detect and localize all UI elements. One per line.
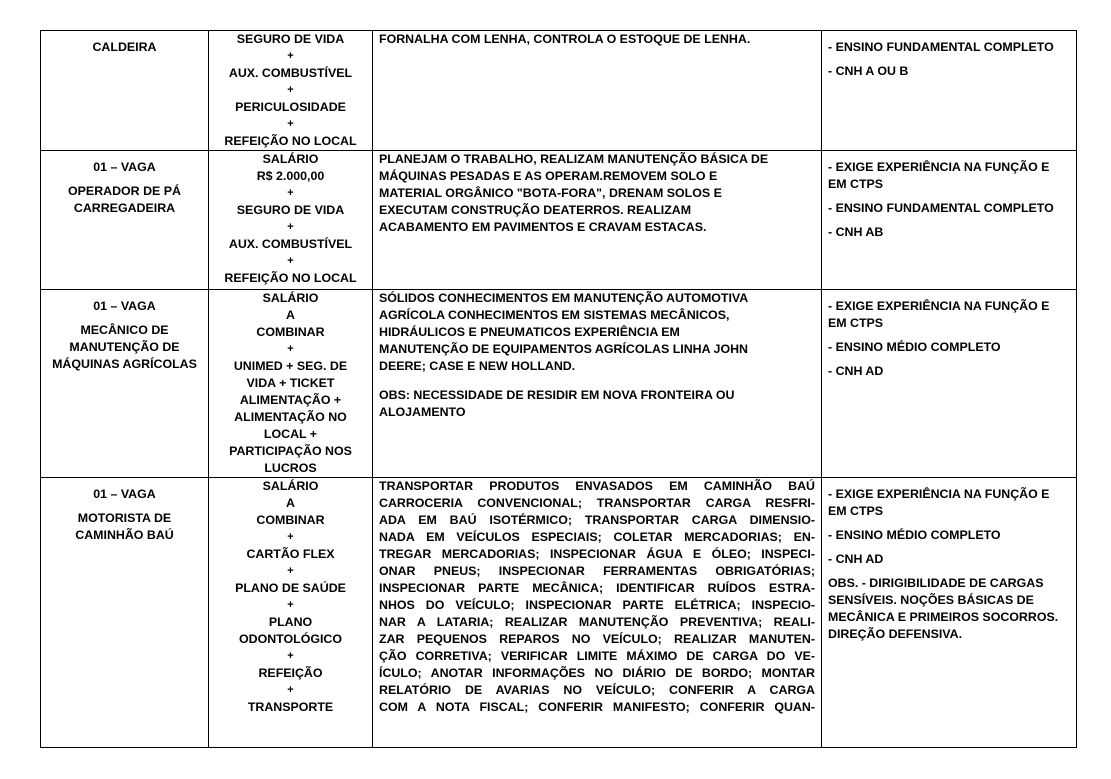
benefit-separator: + — [287, 187, 294, 199]
job-title-line: MECÂNICO DE — [80, 323, 169, 337]
benefit-line: A — [286, 496, 295, 510]
description-line: ACABAMENTO EM PAVIMENTOS E CRAVAM ESTACAS. — [379, 220, 707, 234]
description-line: TREGAR MERCADORIAS; INSPECIONAR ÁGUA E ÓLEO; INSPECI- — [379, 547, 815, 561]
description-cell — [373, 290, 822, 478]
description-cell — [373, 478, 822, 748]
benefit-line: TRANSPORTE — [247, 700, 334, 714]
benefits-cell — [209, 151, 373, 290]
job-title-line: MANUTENÇÃO DE — [69, 340, 180, 354]
table-row — [41, 151, 1077, 290]
benefit-line: LUCROS — [264, 461, 317, 475]
benefit-separator: + — [287, 255, 294, 267]
benefit-separator: + — [287, 650, 294, 662]
requirement-item: - CNH AB — [828, 225, 884, 239]
benefit-separator: + — [287, 531, 294, 543]
requirement-item: - ENSINO MÉDIO COMPLETO — [828, 528, 1001, 542]
benefit-line: COMBINAR — [256, 325, 325, 339]
description-line: ONAR PNEUS; INSPECIONAR FERRAMENTAS OBRIGATÓRIAS; — [379, 564, 815, 578]
requirement-item: - CNH A OU B — [828, 64, 909, 78]
benefit-line: PERICULOSIDADE — [235, 100, 346, 114]
benefit-line: AUX. COMBUSTÍVEL — [228, 66, 353, 80]
benefit-line: REFEIÇÃO — [258, 666, 323, 680]
benefit-line: SEGURO DE VIDA — [236, 203, 345, 217]
job-title-cell — [41, 478, 209, 748]
requirements-cell — [822, 290, 1077, 478]
benefit-line: PLANO DE SAÚDE — [235, 581, 346, 595]
description-line: ÇÃO CORRETIVA; VERIFICAR LIMITE MÁXIMO DE CARGA DO VE- — [379, 649, 815, 663]
benefit-line: PARTICIPAÇÃO NOS — [229, 444, 352, 458]
job-title-cell — [41, 290, 209, 478]
description-line: MATERIAL ORGÂNICO "BOTA-FORA", DRENAM SOLOS E — [379, 186, 722, 200]
job-title-line: MOTORISTA DE — [77, 511, 172, 525]
benefit-separator: + — [287, 84, 294, 96]
description-line: FORNALHA COM LENHA, CONTROLA O ESTOQUE DE LENHA. — [379, 32, 751, 46]
description-line: MANUTENÇÃO DE EQUIPAMENTOS AGRÍCOLAS LINHA JOHN — [379, 342, 748, 356]
requirement-note-line: DIREÇÃO DEFENSIVA. — [828, 627, 963, 641]
description-line: NAR A LATARIA; REALIZAR MANUTENÇÃO PREVENTIVA; REALI- — [379, 615, 815, 629]
description-line: COM A NOTA FISCAL; CONFERIR MANIFESTO; CONFERIR QUAN- — [379, 700, 815, 714]
description-line: INSPECIONAR PARTE MECÂNICA; IDENTIFICAR RUÍDOS ESTRA- — [379, 581, 815, 595]
vacancy-count: 01 – VAGA — [93, 160, 156, 174]
job-vacancies-table — [40, 30, 1077, 748]
description-line: TRANSPORTAR PRODUTOS ENVASADOS EM CAMINHÃO BAÚ — [379, 479, 815, 493]
requirement-item: - ENSINO MÉDIO COMPLETO — [828, 340, 1001, 354]
benefit-separator: + — [287, 343, 294, 355]
benefit-line: ALIMENTAÇÃO + — [239, 393, 342, 407]
benefit-line: A — [286, 308, 295, 322]
benefits-cell — [209, 478, 373, 748]
requirement-note-line: SENSÍVEIS. NOÇÕES BÁSICAS DE — [828, 593, 1034, 607]
benefits-cell — [209, 290, 373, 478]
description-line: AGRÍCOLA CONHECIMENTOS EM SISTEMAS MECÂNICOS, — [379, 308, 730, 322]
description-line: NADA EM VEÍCULOS ESPECIAIS; COLETAR MERCADORIAS; EN- — [379, 530, 815, 544]
requirement-item: - EXIGE EXPERIÊNCIA NA FUNÇÃO E EM CTPS — [828, 487, 1050, 518]
requirement-item: - EXIGE EXPERIÊNCIA NA FUNÇÃO E EM CTPS — [828, 160, 1050, 191]
benefits-cell — [209, 31, 373, 151]
observation-line: OBS: NECESSIDADE DE RESIDIR EM NOVA FRONTEIRA OU — [379, 388, 735, 402]
benefit-line: LOCAL + — [263, 427, 318, 441]
benefit-line: PLANO — [268, 615, 313, 629]
description-line: ÍCULO; ANOTAR INFORMAÇÕES NO DIÁRIO DE BORDO; MONTAR — [379, 666, 815, 680]
requirement-item: - CNH AD — [828, 364, 884, 378]
job-title-line: OPERADOR DE PÁ — [68, 184, 181, 198]
description-line: PLANEJAM O TRABALHO, REALIZAM MANUTENÇÃO BÁSICA DE — [379, 152, 769, 166]
table-row — [41, 31, 1077, 151]
benefit-separator: + — [287, 565, 294, 577]
requirement-item: - EXIGE EXPERIÊNCIA NA FUNÇÃO E EM CTPS — [828, 299, 1050, 330]
job-title-cell — [41, 151, 209, 290]
description-line: MÁQUINAS PESADAS E AS OPERAM.REMOVEM SOLO E — [379, 169, 718, 183]
requirement-item: - ENSINO FUNDAMENTAL COMPLETO — [828, 40, 1054, 54]
description-line: ADA EM BAÚ ISOTÉRMICO; TRANSPORTAR CARGA DIMENSIO- — [379, 513, 815, 527]
requirement-note-line: MECÂNICA E PRIMEIROS SOCORROS. — [828, 610, 1059, 624]
benefit-line: ALIMENTAÇÃO NO — [234, 410, 347, 424]
requirements-cell — [822, 478, 1077, 748]
benefit-line: SALÁRIO — [262, 479, 319, 493]
benefit-line: AUX. COMBUSTÍVEL — [228, 237, 353, 251]
benefit-line: REFEIÇÃO NO LOCAL — [224, 134, 357, 148]
benefit-separator: + — [287, 50, 294, 62]
description-line: NHOS DO VEÍCULO; INSPECIONAR PARTE ELÉTRICA; INSPECIO- — [379, 598, 815, 612]
benefit-line: CARTÃO FLEX — [246, 547, 335, 561]
description-line: CARROCERIA CONVENCIONAL; TRANSPORTAR CARGA RESFRI- — [379, 496, 815, 510]
job-title-cell — [41, 31, 209, 151]
benefit-separator: + — [287, 221, 294, 233]
table-row — [41, 478, 1077, 748]
description-line: HIDRÁULICOS E PNEUMATICOS EXPERIÊNCIA EM — [379, 325, 680, 339]
description-line: ZAR PEQUENOS REPAROS NO VEÍCULO; REALIZAR MANUTEN- — [379, 632, 815, 646]
requirement-note-line: OBS. - DIRIGIBILIDADE DE CARGAS — [828, 576, 1044, 590]
requirement-item: - CNH AD — [828, 552, 884, 566]
spacer — [379, 375, 815, 387]
vacancy-count: 01 – VAGA — [93, 487, 156, 501]
description-line: SÓLIDOS CONHECIMENTOS EM MANUTENÇÃO AUTOMOTIVA — [379, 291, 749, 305]
observation-line: ALOJAMENTO — [379, 405, 466, 419]
benefit-line: SEGURO DE VIDA — [236, 32, 345, 46]
job-title-line: CAMINHÃO BAÚ — [75, 528, 174, 542]
benefit-line: UNIMED + SEG. DE — [233, 359, 348, 373]
benefit-line: COMBINAR — [256, 513, 325, 527]
table-row — [41, 290, 1077, 478]
benefit-line: SALÁRIO — [262, 291, 319, 305]
benefit-line: R$ 2.000,00 — [256, 169, 325, 183]
job-title-line: CARREGADEIRA — [73, 201, 176, 215]
requirements-cell — [822, 31, 1077, 151]
description-cell — [373, 31, 822, 151]
description-line: EXECUTAM CONSTRUÇÃO DEATERROS. REALIZAM — [379, 203, 692, 217]
benefit-separator: + — [287, 118, 294, 130]
description-line: DEERE; CASE E NEW HOLLAND. — [379, 359, 576, 373]
requirement-item: - ENSINO FUNDAMENTAL COMPLETO — [828, 201, 1054, 215]
description-line: RELATÓRIO DE AVARIAS NO VEÍCULO; CONFERIR A CARGA — [379, 683, 815, 697]
benefit-separator: + — [287, 684, 294, 696]
vacancy-count: 01 – VAGA — [93, 299, 156, 313]
description-cell — [373, 151, 822, 290]
benefit-line: SALÁRIO — [262, 152, 319, 166]
benefit-line: VIDA + TICKET — [246, 376, 335, 390]
benefit-separator: + — [287, 599, 294, 611]
benefit-line: REFEIÇÃO NO LOCAL — [224, 271, 357, 285]
requirements-cell — [822, 151, 1077, 290]
job-title-line: CALDEIRA — [92, 40, 157, 54]
benefit-line: ODONTOLÓGICO — [238, 632, 343, 646]
job-title-line: MÁQUINAS AGRÍCOLAS — [52, 357, 197, 371]
